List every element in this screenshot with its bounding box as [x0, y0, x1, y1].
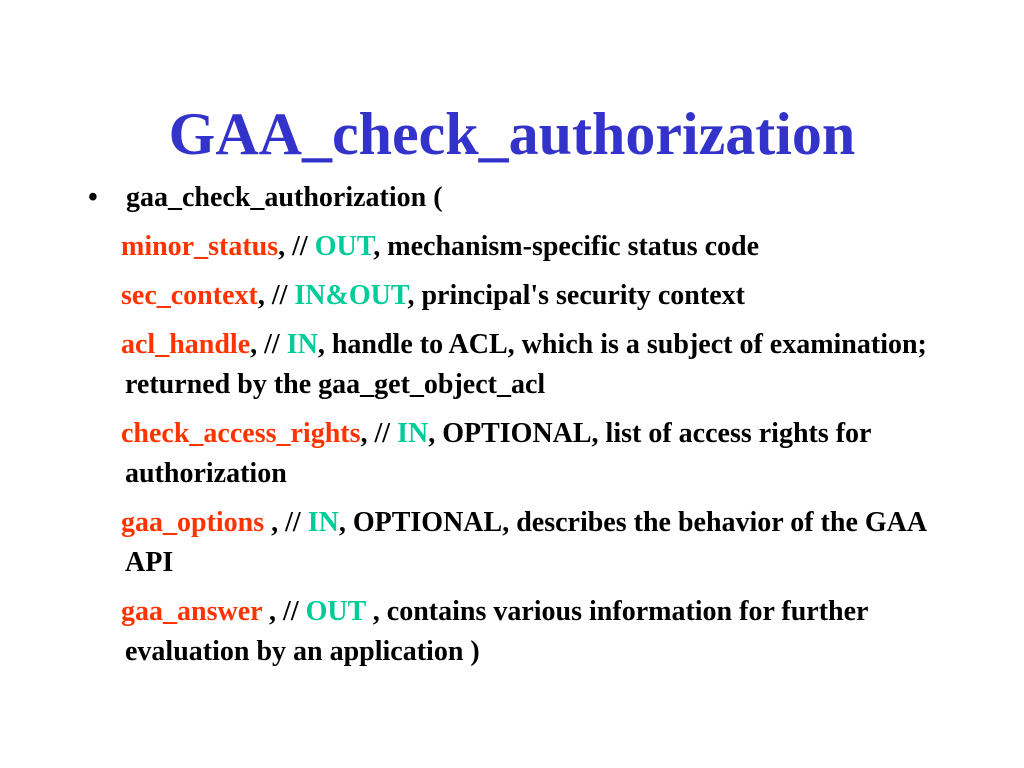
- param-sec-context: [121, 276, 966, 316]
- param-description: , contains various information for further evaluation by an application ): [125, 596, 868, 667]
- param-name: check_access_rights: [121, 418, 361, 449]
- param-separator: , //: [264, 507, 308, 538]
- param-minor-status: [121, 227, 966, 267]
- param-acl-handle: [121, 325, 966, 405]
- param-description: , principal's security context: [407, 280, 745, 311]
- param-direction: IN: [286, 329, 318, 360]
- param-name: gaa_answer: [121, 596, 263, 627]
- param-direction: IN: [397, 418, 429, 449]
- param-description: , OPTIONAL, list of access rights for authorization: [125, 418, 871, 489]
- param-description: , OPTIONAL, describes the behavior of the GAA API: [125, 507, 926, 578]
- slide-content: [86, 178, 966, 672]
- param-separator: , //: [262, 596, 306, 627]
- param-direction: IN: [307, 507, 339, 538]
- param-name: acl_handle: [121, 329, 251, 360]
- param-direction: IN&OUT: [294, 280, 408, 311]
- param-separator: , //: [360, 418, 398, 449]
- param-gaa-options: [121, 503, 966, 583]
- param-description: , handle to ACL, which is a subject of examination; returned by the gaa_get_object_acl: [125, 329, 927, 400]
- param-direction: OUT: [314, 231, 374, 262]
- param-gaa-answer: [121, 592, 966, 672]
- param-separator: , //: [278, 231, 315, 262]
- slide-title: GAA_check_authorization: [168, 101, 856, 167]
- bullet-marker: •: [88, 182, 98, 213]
- param-description: , mechanism-specific status code: [373, 231, 760, 262]
- param-name: minor_status: [121, 231, 279, 262]
- param-separator: , //: [250, 329, 287, 360]
- param-name: sec_context: [121, 280, 258, 311]
- bullet-item: [86, 178, 966, 218]
- param-check-access-rights: [121, 414, 966, 494]
- param-direction: OUT: [305, 596, 366, 627]
- function-signature: gaa_check_authorization (: [126, 182, 443, 213]
- param-separator: , //: [257, 280, 295, 311]
- param-name: gaa_options: [121, 507, 265, 538]
